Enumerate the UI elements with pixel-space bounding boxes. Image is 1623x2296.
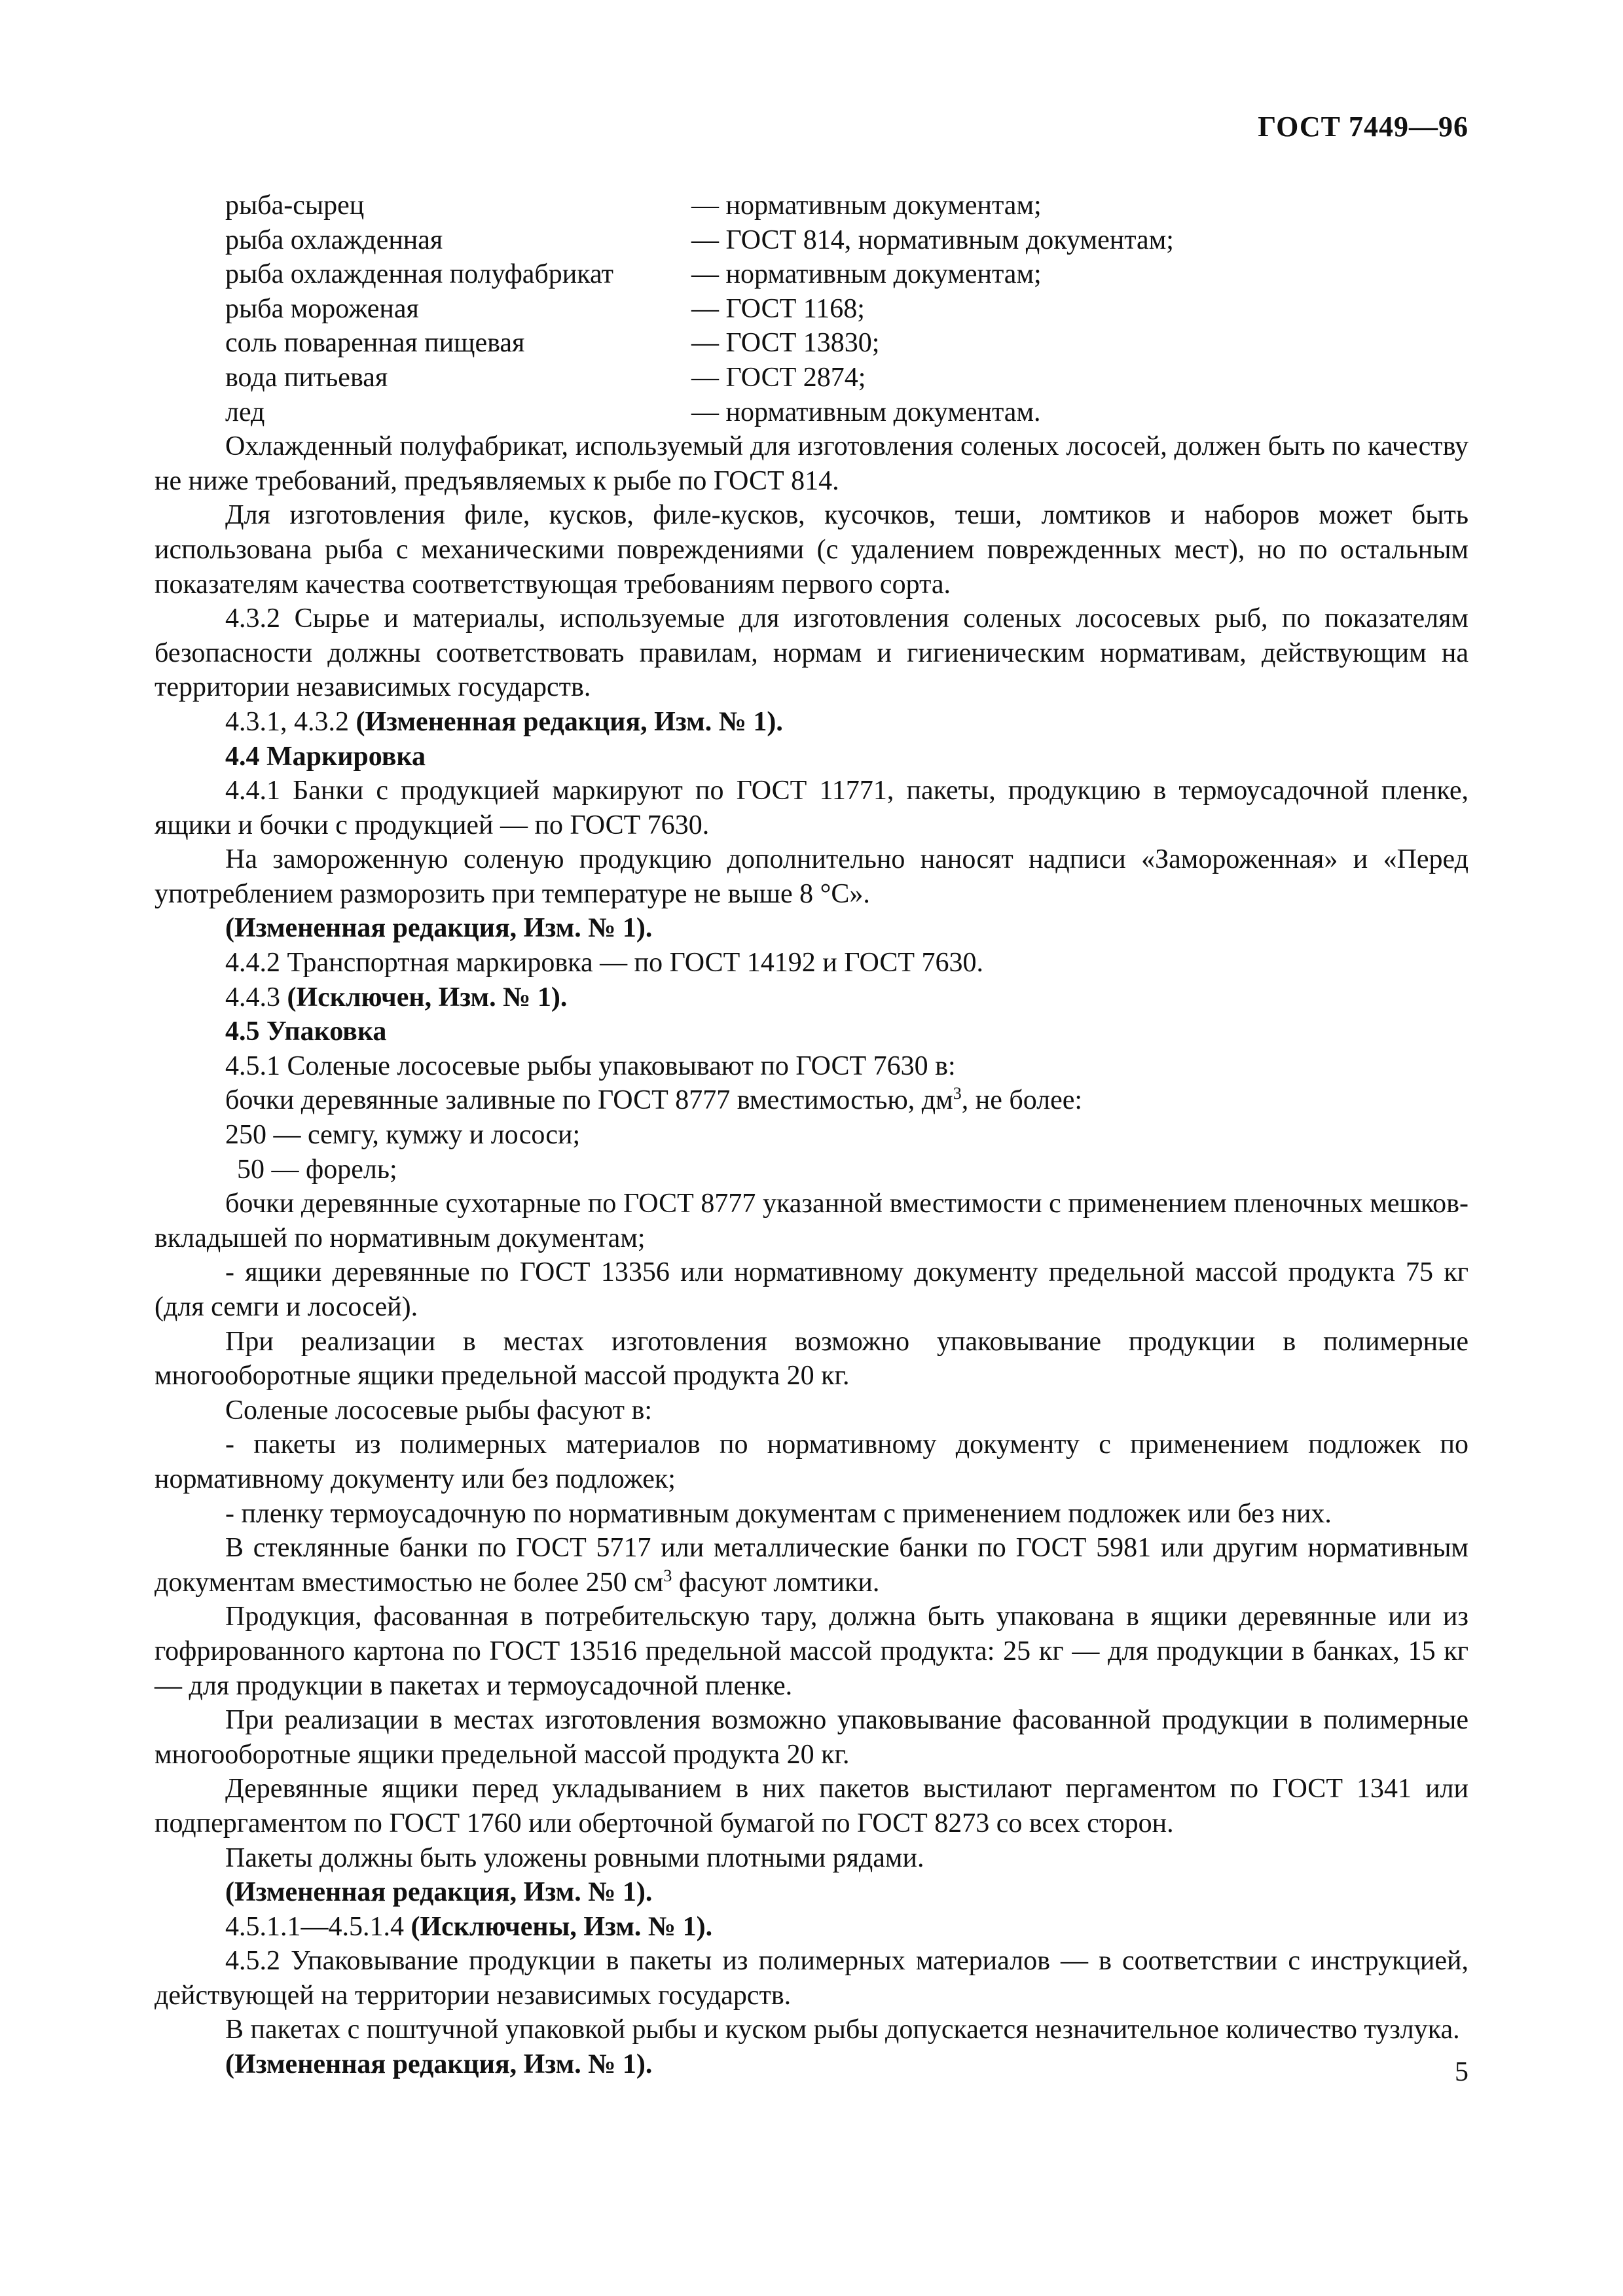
paragraph: Пакеты должны быть уложены ровными плотными рядами. — [225, 1842, 924, 1873]
document-body — [155, 188, 1468, 2082]
material-term: рыба-сырец — [225, 190, 365, 221]
clause-ref: 4.4.3 — [225, 982, 287, 1013]
section-heading-text: 4.5 Упаковка — [225, 1016, 387, 1047]
paragraph: Соленые лососевые рыбы фасуют в: — [225, 1395, 653, 1426]
material-term: рыба охлажденная — [225, 224, 443, 255]
paragraph: 4.3.2 Сырье и материалы, используемые для изготовления соленых лососевых рыб, по показателям безопасности должны соответствовать правилам, нормам и гигиеническим нормативам, действующим на территории независимых государств. — [155, 603, 1468, 703]
materials-row — [155, 223, 1468, 258]
paragraph-text: , не более: — [961, 1085, 1083, 1116]
amendment-note — [155, 911, 1468, 946]
superscript: 3 — [663, 1566, 672, 1585]
amendment-label: (Исключен, Изм. № 1). — [287, 982, 568, 1013]
paragraph: Продукция, фасованная в потребительскую тару, должна быть упакована в ящики деревянные или из гофрированного картона по ГОСТ 13516 предельной массой продукта: 25 кг — для продукции в банках, 15 кг — для продукции в пакетах и термоусадочной пленке. — [155, 1602, 1468, 1701]
material-term: соль поваренная пищевая — [225, 328, 525, 359]
paragraph: 50 — форель; — [237, 1154, 397, 1185]
paragraph — [155, 1531, 1468, 1600]
paragraph: Деревянные ящики перед укладыванием в них пакетов выстилают пергаментом по ГОСТ 1341 или подпергаментом по ГОСТ 1760 или оберточной бумагой по ГОСТ 8273 со всех сторон. — [155, 1774, 1468, 1839]
material-term: лед — [225, 397, 265, 427]
page-number: 5 — [1455, 2057, 1468, 2087]
clause-ref: 4.5.1.1—4.5.1.4 — [225, 1911, 411, 1942]
materials-row — [155, 292, 1468, 327]
material-standard: — ГОСТ 13830; — [691, 328, 880, 359]
material-term: рыба охлажденная полуфабрикат — [225, 259, 613, 290]
amendment-label: (Исключены, Изм. № 1). — [410, 1911, 713, 1942]
paragraph: 4.5.2 Упаковывание продукции в пакеты из полимерных материалов — в соответствии с инструкцией, действующей на территории независимых государств. — [155, 1946, 1468, 2011]
paragraph-text: бочки деревянные заливные по ГОСТ 8777 вместимостью, дм — [225, 1085, 953, 1116]
amendment-note — [155, 1875, 1468, 1910]
paragraph-text: В стеклянные банки по ГОСТ 5717 или металлические банки по ГОСТ 5981 или другим нормативным документам вместимостью не более 250 см — [155, 1533, 1468, 1598]
materials-row — [155, 361, 1468, 395]
amendment-label: (Измененная редакция, Изм. № 1). — [225, 1877, 653, 1908]
materials-row — [155, 257, 1468, 292]
paragraph — [155, 1083, 1468, 1118]
material-term: рыба мороженая — [225, 293, 419, 324]
paragraph-text: фасуют ломтики. — [672, 1567, 880, 1598]
amendment-label: (Измененная редакция, Изм. № 1). — [225, 913, 653, 944]
paragraph: Для изготовления филе, кусков, филе-кусков, кусочков, теши, ломтиков и наборов может быть использована рыба с механическими повреждениями (с удалением поврежденных мест), но по остальным показателям качества соответствующая требованиям первого сорта. — [155, 500, 1468, 600]
paragraph: При реализации в местах изготовления возможно упаковывание продукции в полимерные многооборотные ящики предельной массой продукта 20 кг. — [155, 1326, 1468, 1391]
amendment-note — [155, 2047, 1468, 2082]
materials-row — [155, 395, 1468, 430]
material-standard: — ГОСТ 2874; — [691, 362, 866, 393]
document-header: ГОСТ 7449—96 — [1258, 111, 1468, 143]
paragraph: 250 — семгу, кумжу и лососи; — [225, 1120, 581, 1151]
section-heading-text: 4.4 Маркировка — [225, 741, 426, 772]
materials-row — [155, 188, 1468, 223]
material-standard: — ГОСТ 1168; — [691, 293, 865, 324]
material-standard: — ГОСТ 814, нормативным документам; — [691, 224, 1174, 255]
material-term: вода питьевая — [225, 362, 388, 393]
amendment-note — [155, 980, 1468, 1015]
amendment-note — [155, 705, 1468, 740]
section-heading — [155, 740, 1468, 774]
paragraph: - пакеты из полимерных материалов по нормативному документу с применением подложек по нормативному документу или без подложек; — [155, 1429, 1468, 1494]
section-heading — [155, 1014, 1468, 1049]
paragraph: Охлажденный полуфабрикат, используемый для изготовления соленых лососей, должен быть по качеству не ниже требований, предъявляемых к рыбе по ГОСТ 814. — [155, 431, 1468, 496]
amendment-label: (Измененная редакция, Изм. № 1). — [356, 706, 783, 737]
paragraph: бочки деревянные сухотарные по ГОСТ 8777 указанной вместимости с применением пленочных мешков-вкладышей по нормативным документам; — [155, 1189, 1468, 1253]
amendment-label: (Измененная редакция, Изм. № 1). — [225, 2049, 653, 2080]
paragraph: - пленку термоусадочную по нормативным документам с применением подложек или без них. — [225, 1498, 1332, 1529]
paragraph: На замороженную соленую продукцию дополнительно наносят надписи «Замороженная» и «Перед употреблением разморозить при температуре не выше 8 °С». — [155, 844, 1468, 909]
paragraph: При реализации в местах изготовления возможно упаковывание фасованной продукции в полимерные многооборотные ящики предельной массой продукта 20 кг. — [155, 1705, 1468, 1770]
material-standard: — нормативным документам; — [691, 190, 1042, 221]
paragraph: В пакетах с поштучной упаковкой рыбы и куском рыбы допускается незначительное количество тузлука. — [225, 2015, 1460, 2045]
superscript: 3 — [953, 1084, 962, 1103]
clause-ref: 4.3.1, 4.3.2 — [225, 706, 356, 737]
paragraph: 4.5.1 Соленые лососевые рыбы упаковывают по ГОСТ 7630 в: — [225, 1050, 956, 1081]
paragraph: 4.4.1 Банки с продукцией маркируют по ГОСТ 11771, пакеты, продукцию в термоусадочной пленке, ящики и бочки с продукцией — по ГОСТ 7630. — [155, 776, 1468, 840]
paragraph: 4.4.2 Транспортная маркировка — по ГОСТ 14192 и ГОСТ 7630. — [225, 948, 984, 978]
material-standard: — нормативным документам. — [691, 397, 1041, 427]
paragraph: - ящики деревянные по ГОСТ 13356 или нормативному документу предельной массой продукта 75 кг (для семги и лососей). — [155, 1257, 1468, 1322]
material-standard: — нормативным документам; — [691, 259, 1042, 290]
materials-row — [155, 326, 1468, 361]
amendment-note — [155, 1910, 1468, 1945]
